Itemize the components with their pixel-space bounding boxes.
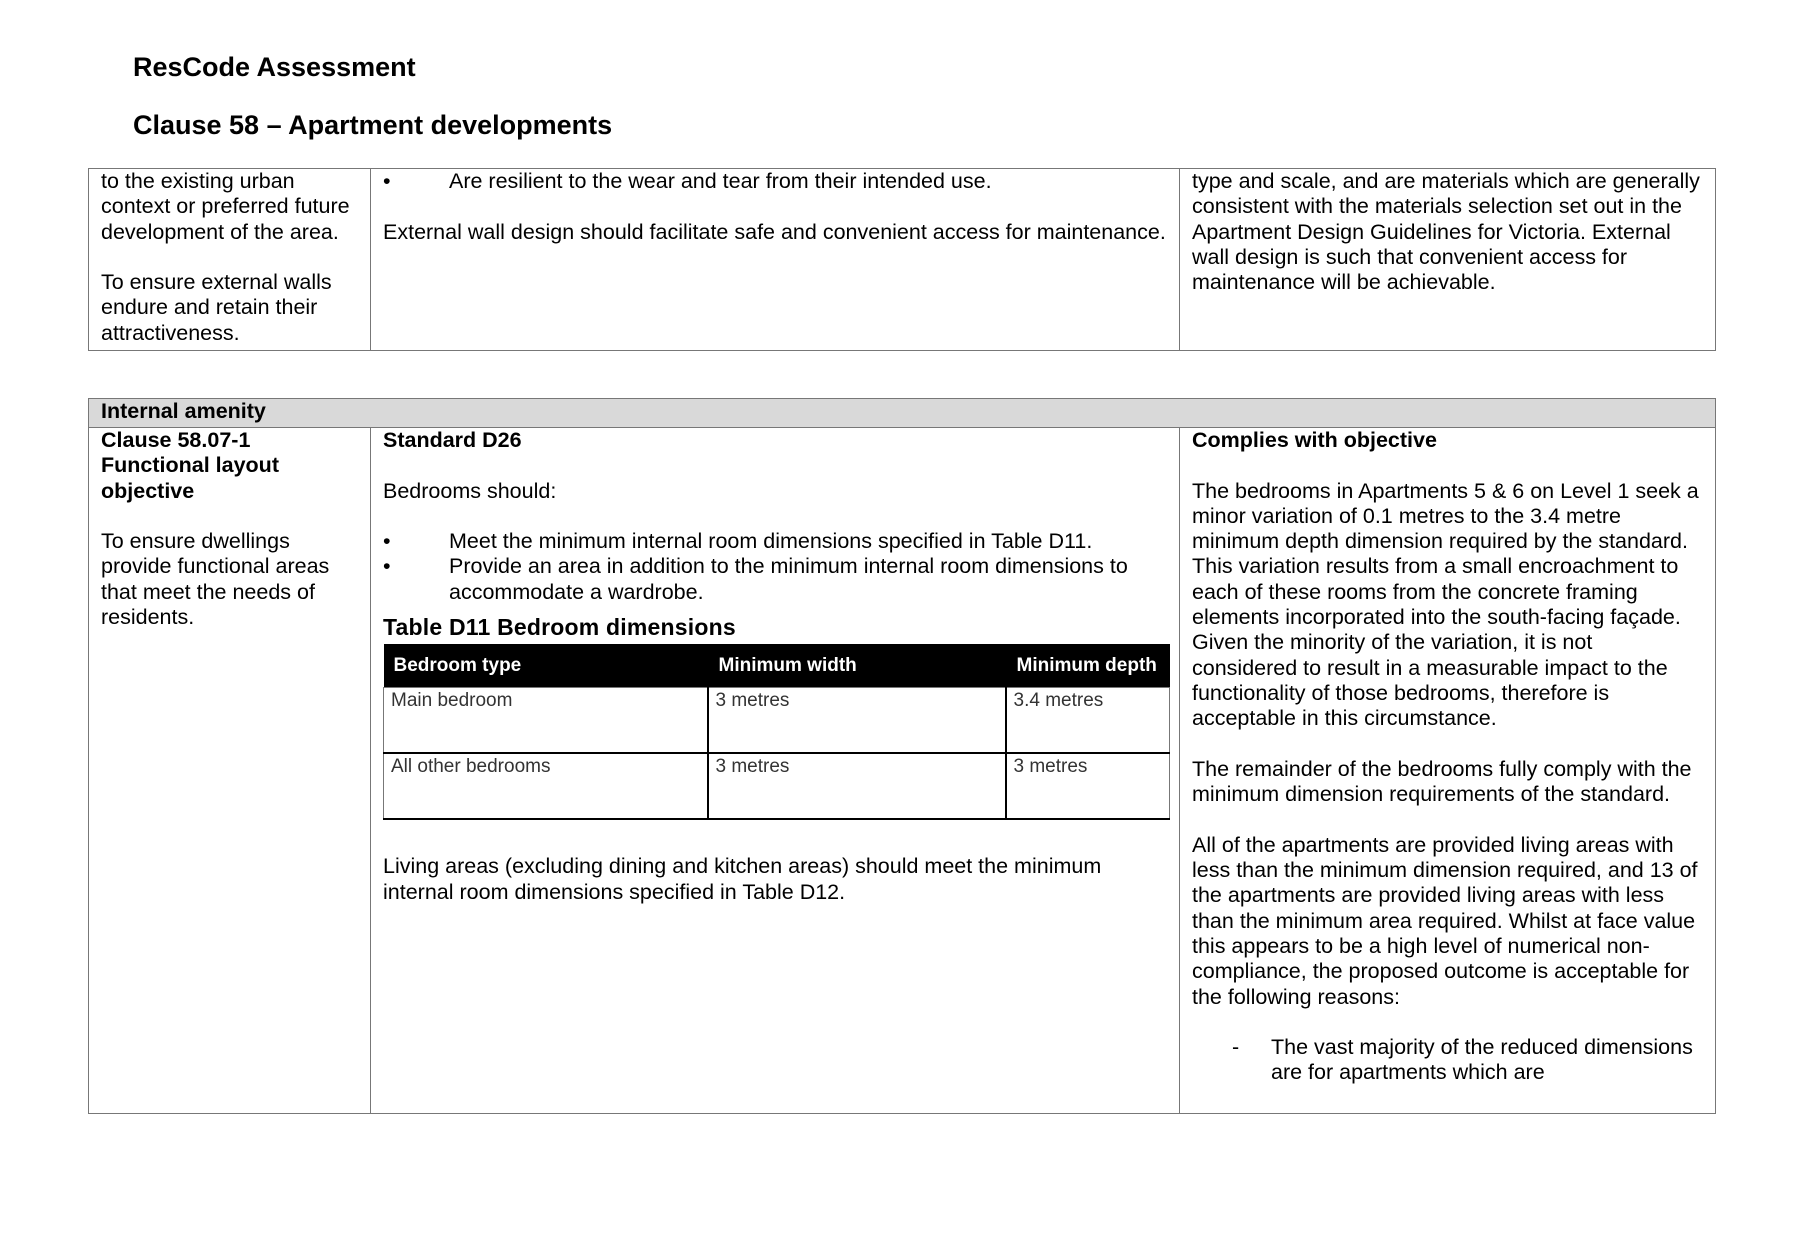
bullet-icon: • — [383, 529, 391, 554]
standard-bullets — [383, 529, 1167, 605]
list-item: - The vast majority of the reduced dimensions are for apartments which are — [1232, 1035, 1693, 1085]
bedroom-dimensions-table — [383, 644, 1170, 820]
column-header: Minimum depth — [1006, 644, 1170, 688]
document-title: ResCode Assessment — [133, 52, 416, 82]
standard-title: Standard D26 — [383, 428, 522, 452]
objective-cell — [89, 169, 371, 351]
column-header: Minimum width — [708, 644, 1006, 688]
standard-intro: Bedrooms should: — [383, 478, 557, 503]
standard-bullets — [383, 169, 1167, 194]
table-cell: 3.4 metres — [1006, 688, 1170, 754]
clause-title: Clause 58.07-1 Functional layout objective — [101, 428, 279, 503]
assessment-table-internal-amenity — [88, 398, 1716, 1114]
objective-cell — [89, 428, 371, 1114]
table-caption: Table D11 Bedroom dimensions — [383, 614, 736, 641]
objective-text: To ensure external walls endure and retain their attractiveness. — [101, 270, 332, 345]
dash-icon: - — [1232, 1035, 1240, 1060]
response-text: The bedrooms in Apartments 5 & 6 on Level 1 seek a minor variation of 0.1 metres to the 3.4 metre minimum depth dimension required by the standard. This variation results from a small encroachment to each of these rooms from the concrete framing elements incorporated into the south-facing façade. Given the minority of the variation, it is not considered to result in a measurable impact to the functionality of those bedrooms, therefore is acceptable in this circumstance. — [1192, 478, 1699, 731]
response-text: The remainder of the bedrooms fully comply with the minimum dimension requirements of the standard. — [1192, 756, 1692, 807]
table-cell: Main bedroom — [384, 688, 708, 754]
assessment-table-continued — [88, 168, 1716, 351]
objective-text: To ensure dwellings provide functional areas that meet the needs of residents. — [101, 529, 330, 630]
section-header: Internal amenity — [89, 399, 1716, 428]
standard-cell — [371, 169, 1180, 351]
response-dash-list — [1192, 1035, 1703, 1086]
standard-text: Living areas (excluding dining and kitchen areas) should meet the minimum internal room dimensions specified in Table D12. — [383, 854, 1102, 904]
list-item: • Meet the minimum internal room dimensions specified in Table D11. — [383, 529, 1093, 554]
response-text: type and scale, and are materials which are generally consistent with the materials selection set out in the Apartment Design Guidelines for Victoria. External wall design is such that convenient access for maintenance will be achievable. — [1192, 169, 1700, 295]
response-title: Complies with objective — [1192, 428, 1437, 452]
table-row — [384, 753, 1170, 819]
document-subtitle: Clause 58 – Apartment developments — [133, 110, 613, 140]
objective-text: to the existing urban context or preferred future development of the area. — [101, 169, 350, 244]
response-text: All of the apartments are provided living areas with less than the minimum dimension required, and 13 of the apartments are provided living areas with less than the minimum area required. Whilst at face value this appears to be a high level of numerical non-compliance, the proposed outcome is acceptable for the following reasons: — [1192, 832, 1698, 1009]
table-cell: 3 metres — [708, 688, 1006, 754]
response-cell — [1180, 428, 1716, 1114]
standard-text: External wall design should facilitate safe and convenient access for maintenance. — [383, 219, 1166, 244]
table-cell: 3 metres — [708, 753, 1006, 819]
table-cell: All other bedrooms — [384, 753, 708, 819]
bullet-icon: • — [383, 554, 391, 579]
table-row — [384, 688, 1170, 754]
list-item: • Are resilient to the wear and tear from their intended use. — [383, 169, 992, 193]
response-cell — [1180, 169, 1716, 351]
standard-cell — [371, 428, 1180, 1114]
list-item: • Provide an area in addition to the minimum internal room dimensions to accommodate a wardrobe. — [383, 554, 1128, 604]
table-cell: 3 metres — [1006, 753, 1170, 819]
column-header: Bedroom type — [384, 644, 708, 688]
bullet-icon: • — [383, 169, 391, 193]
